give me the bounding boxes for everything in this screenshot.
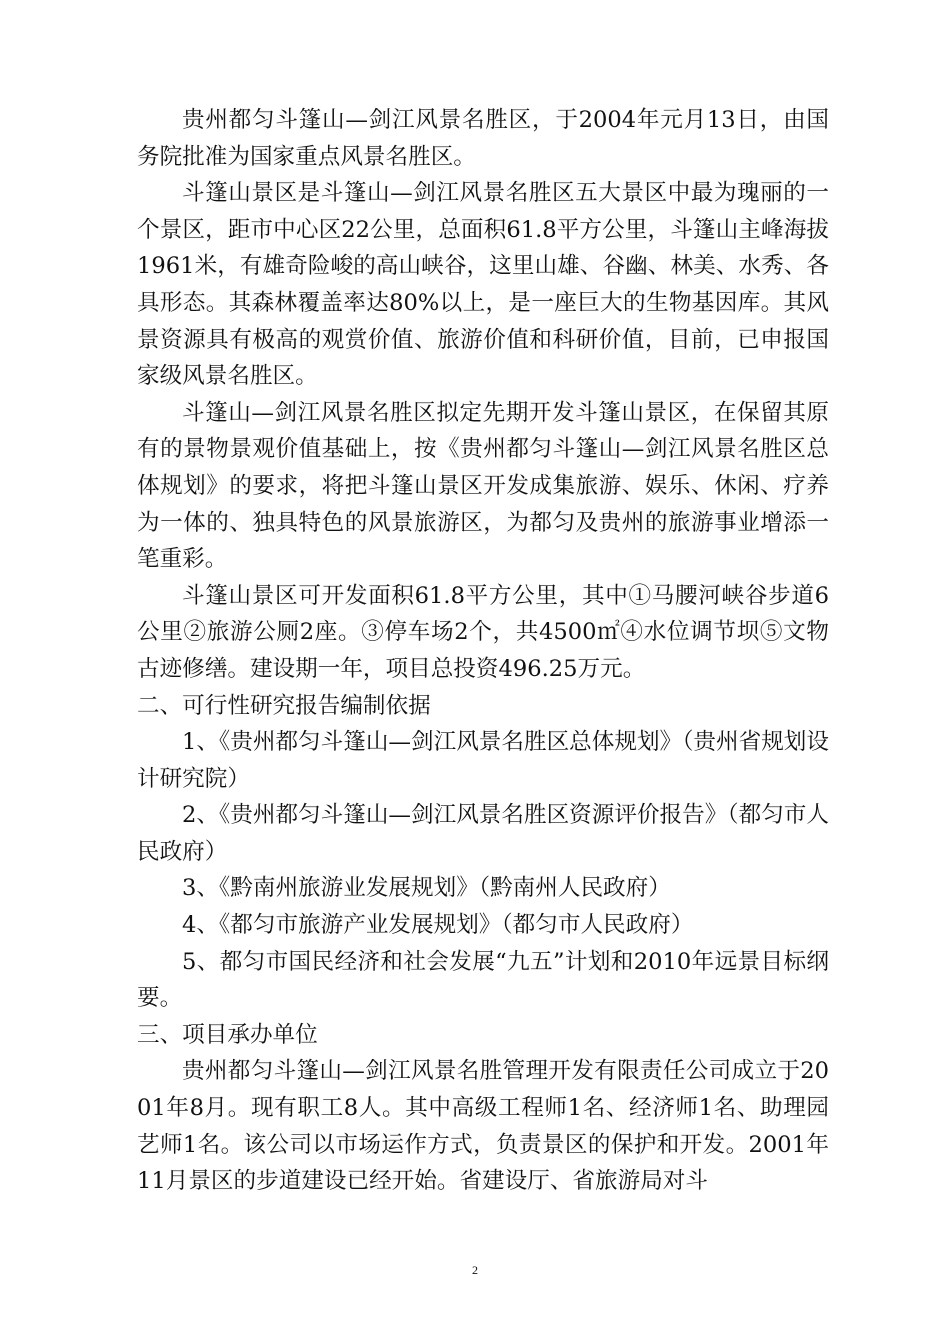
intro-paragraph: 贵州都匀斗篷山—剑江风景名胜区，于2004年元月13日，由国务院批准为国家重点风景名胜区。 bbox=[137, 107, 829, 170]
basis-item: 3、《黔南州旅游业发展规划》（黔南州人民政府） bbox=[182, 875, 671, 902]
basis-item: 2、《贵州都匀斗篷山—剑江风景名胜区资源评价报告》（都匀市人民政府） bbox=[137, 802, 829, 865]
page-number: 2 bbox=[472, 1263, 478, 1277]
doupeng-scenic-area-paragraph: 斗篷山景区是斗篷山—剑江风景名胜区五大景区中最为瑰丽的一个景区，距市中心区22公里，总面积61.8平方公里，斗篷山主峰海拔1961米，有雄奇险峻的高山峡谷，这里山雄、谷幽、林美、水秀、各具形态。其森林覆盖率达80%以上，是一座巨大的生物基因库。其风景资源具有极高的观赏价值、旅游价值和科研价值，目前，已申报国家级风景名胜区。 bbox=[137, 180, 829, 390]
basis-item: 5、都匀市国民经济和社会发展“九五”计划和2010年远景目标纲要。 bbox=[137, 948, 829, 1012]
section-heading-organizer: 三、项目承办单位 bbox=[137, 1021, 318, 1048]
section-heading-basis: 二、可行性研究报告编制依据 bbox=[137, 692, 431, 719]
basis-item: 1、《贵州都匀斗篷山—剑江风景名胜区总体规划》（贵州省规划设计研究院） bbox=[137, 729, 829, 792]
investment-paragraph: 斗篷山景区可开发面积61.8平方公里，其中①马腰河峡谷步道6公里②旅游公厕2座。③停车场2个，共4500㎡④水位调节坝⑤文物古迹修缮。建设期一年，项目总投资496.25万元。 bbox=[137, 582, 829, 682]
basis-item: 4、《都匀市旅游产业发展规划》（都匀市人民政府） bbox=[182, 912, 694, 939]
document-body bbox=[137, 102, 829, 1200]
development-plan-paragraph: 斗篷山—剑江风景名胜区拟定先期开发斗篷山景区，在保留其原有的景物景观价值基础上，按《贵州都匀斗篷山—剑江风景名胜区总体规划》的要求，将把斗篷山景区开发成集旅游、娱乐、休闲、疗养为一体的、独具特色的风景旅游区，为都匀及贵州的旅游事业增添一笔重彩。 bbox=[137, 399, 829, 573]
organizer-paragraph: 贵州都匀斗篷山—剑江风景名胜管理开发有限责任公司成立于2001年8月。现有职工8人。其中高级工程师1名、经济师1名、助理园艺师1名。该公司以市场运作方式，负责景区的保护和开发。2001年11月景区的步道建设已经开始。省建设厅、省旅游局对斗 bbox=[137, 1058, 829, 1195]
